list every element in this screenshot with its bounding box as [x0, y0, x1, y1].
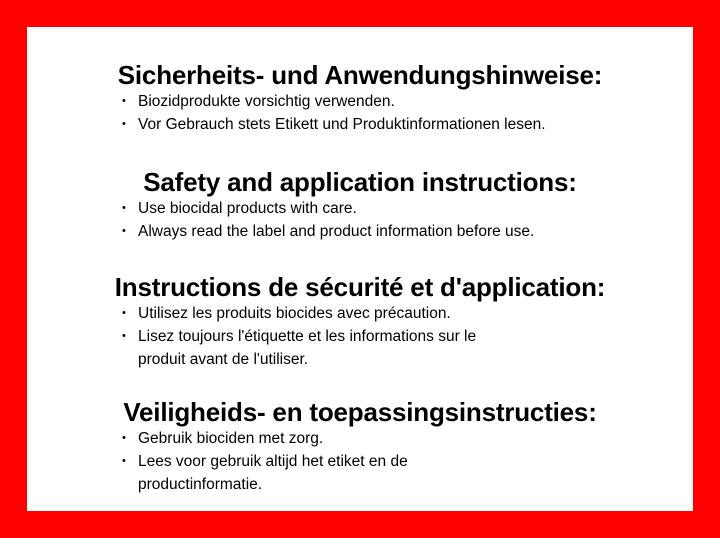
list-item — [122, 220, 693, 243]
list-item — [122, 90, 693, 113]
list-item — [122, 427, 693, 450]
bullet-icon: • — [122, 95, 126, 107]
heading-dutch: Veiligheids- en toepassingsinstructies: — [123, 397, 597, 427]
heading-english: Safety and application instructions: — [143, 167, 577, 197]
bullet-icon: • — [122, 202, 126, 214]
item-text: Biozidprodukte vorsichtig verwenden. — [138, 93, 395, 110]
bullet-icon: • — [122, 225, 126, 237]
list-german — [122, 90, 693, 136]
item-text: Always read the label and product information before use. — [138, 223, 535, 240]
section-english — [27, 167, 693, 243]
item-text: Gebruik biociden met zorg. — [138, 430, 324, 447]
list-dutch — [122, 427, 693, 496]
bullet-icon: • — [122, 432, 126, 444]
item-text: Lees voor gebruik altijd het etiket en de productinformatie. — [138, 453, 408, 493]
item-text: Use biocidal products with care. — [138, 200, 357, 217]
list-item — [122, 302, 693, 325]
bullet-icon: • — [122, 455, 126, 467]
list-item — [122, 197, 693, 220]
heading-german: Sicherheits- und Anwendungshinweise: — [117, 60, 603, 90]
bullet-icon: • — [122, 118, 126, 130]
item-text: Lisez toujours l'étiquette et les informations sur le produit avant de l'utiliser. — [138, 328, 477, 368]
list-english — [122, 197, 693, 243]
list-item — [122, 325, 693, 371]
heading-french: Instructions de sécurité et d'application: — [114, 272, 606, 302]
section-french — [27, 272, 693, 371]
bullet-icon: • — [122, 307, 126, 319]
item-text: Vor Gebrauch stets Etikett und Produktinformationen lesen. — [138, 116, 546, 133]
label-frame — [27, 27, 693, 511]
list-french — [122, 302, 693, 371]
list-item — [122, 113, 693, 136]
section-german — [27, 60, 693, 136]
list-item — [122, 450, 693, 496]
item-text: Utilisez les produits biocides avec précaution. — [138, 305, 451, 322]
section-dutch — [27, 397, 693, 496]
bullet-icon: • — [122, 330, 126, 342]
